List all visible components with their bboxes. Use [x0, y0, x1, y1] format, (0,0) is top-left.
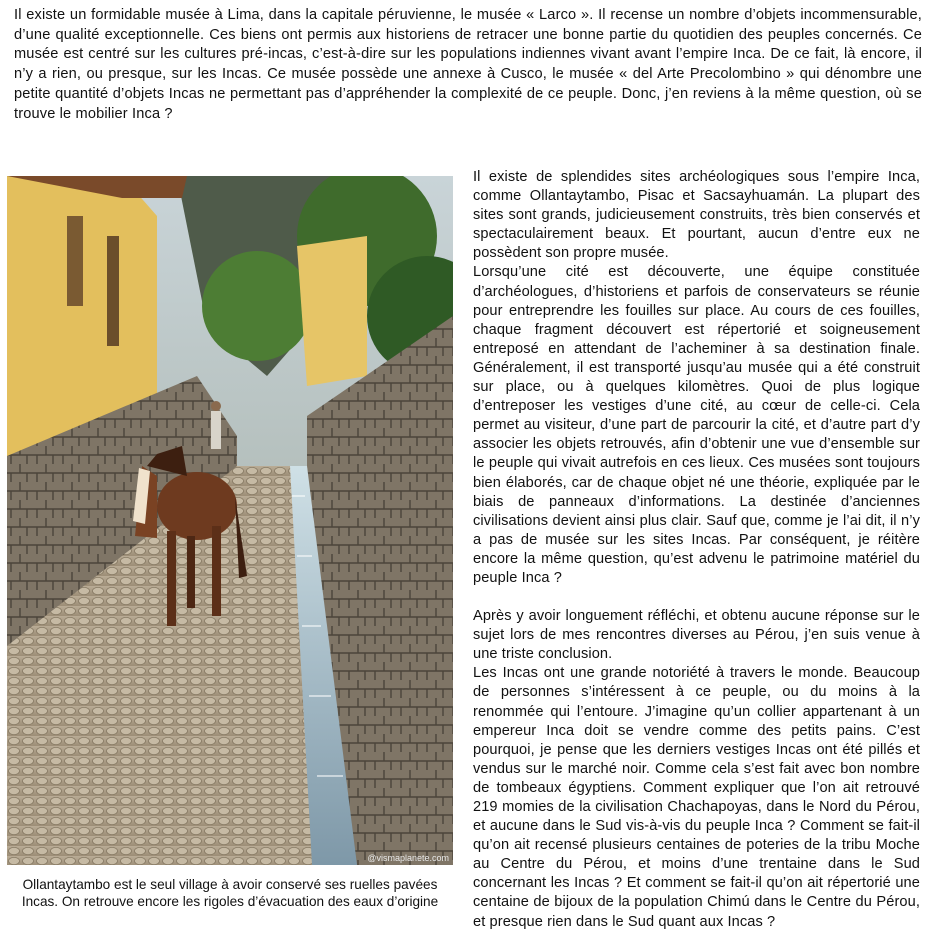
photo-caption — [7, 876, 453, 911]
tree-center — [202, 251, 312, 361]
photo-watermark: @vismaplanete.com — [367, 853, 449, 863]
column-paragraph-1: Il existe de splendides sites archéologiques sous l’empire Inca, comme Ollantaytambo, Pisac et Sacsayhuamán. La plupart des sites sont grands, judicieusement construits, très bien conservés et spectaculairement beaux. Et pourtant, aucun d’entre eux ne possèdent son propre musée. — [473, 169, 920, 262]
window-left — [67, 216, 83, 306]
person-far — [211, 411, 221, 449]
street-illustration — [7, 176, 453, 865]
ollantaytambo-street-photo — [7, 176, 453, 865]
column-paragraph-2: Lorsqu’une cité est découverte, une équipe constituée d’archéologues, d’historiens et parfois de conservateurs se réunie pour entreprendre les fouilles sur place. Au cours de ces fouilles, chaque fragment découvert est répertorié et soigneusement entreposé en attendant de l’acheminer à sa destination finale. Généralement, il est transporté jusqu’au musée qui a été construit sur place, ou à quelques kilomètres. Quoi de plus logique d’entreposer les vestiges d’une cité, au cœur de celle-ci. Cela permet au visiteur, d’une part de parcourir la cité, et d’autre part d’y associer les objets retrouvés, afin d’obtenir une vue d’ensemble sur le peuple qui vivait autrefois en ces lieux. Ces musées sont toujours bien élaborés, car de chaque objet né une théorie, expliquée par le biais de panneaux d’informations. La destinée d’anciennes civilisations devient ainsi plus clair. Sauf que, comme je l’ai dit, il n’y a pas de musée sur les sites Incas. Par conséquent, je réitère encore la même question, qu’est advenu le patrimoine matériel du peuple Inca ? — [473, 264, 920, 586]
article-right-column — [473, 168, 920, 932]
caption-text: Ollantaytambo est le seul village à avoir conservé ses ruelles pavées Incas. On retrouve encore les rigoles d’évacuation des eaux d’origine — [21, 877, 439, 910]
door-left — [107, 236, 119, 346]
intro-text-block — [14, 6, 922, 124]
column-paragraph-3: Après y avoir longuement réfléchi, et obtenu aucune réponse sur le sujet lors de mes rencontres diverses au Pérou, j’en suis venue à une triste conclusion. — [473, 608, 920, 663]
column-paragraph-4: Les Incas ont une grande notoriété à travers le monde. Beaucoup de personnes s’intéressent à ce peuple, ou du moins à la renommée qui l’entoure. J’imagine qu’un collier appartenant à un empereur Inca doit se vendre comme des petits pains. C’est pourquoi, je pense que les derniers vestiges Incas ont été pillés et vendus sur le marché noir. Comme cela s’est fait avec bon nombre de tombeaux égyptiens. Comment expliquer que l’on ait retrouvé 219 momies de la civilisation Chachapoyas, dans le Nord du Pérou, et aucune dans le Sud vis-à-vis du peuple Inca ? Comment se fait-il qu’on ait recensé plusieurs centaines de poteries de la tribu Moche au Centre du Pérou, et moins d’une trentaine dans le Sud concernant les Incas ? Et comment se fait-il qu’on ait répertorié une centaine de bijoux de la population Chimú dans le Centre du Pérou, et presque rien dans le Sud quant aux Incas ? — [473, 665, 920, 930]
yellow-building-right — [297, 236, 367, 386]
paragraph-spacer — [473, 588, 920, 607]
intro-paragraph: Il existe un formidable musée à Lima, dans la capitale péruvienne, le musée « Larco ». Il recense un nombre d’objets incommensurable, d’une qualité exceptionnelle. Ces biens ont permis aux historiens de retracer une bonne partie du quotidien des peuples concernés. Ce musée est centré sur les cultures pré-incas, c’est-à-dire sur les populations indiennes vivant avant l’empire Inca. De ce fait, là encore, il n’y a rien, ou presque, sur les Incas. Ce musée possède une annexe à Cusco, le musée « del Arte Precolombino » qui dénombre une petite quantité d’objets Incas ne permettant pas d’appréhender la complexité de ce peuple. Donc, j’en reviens à la même question, où se trouve le mobilier Inca ? — [14, 7, 922, 122]
